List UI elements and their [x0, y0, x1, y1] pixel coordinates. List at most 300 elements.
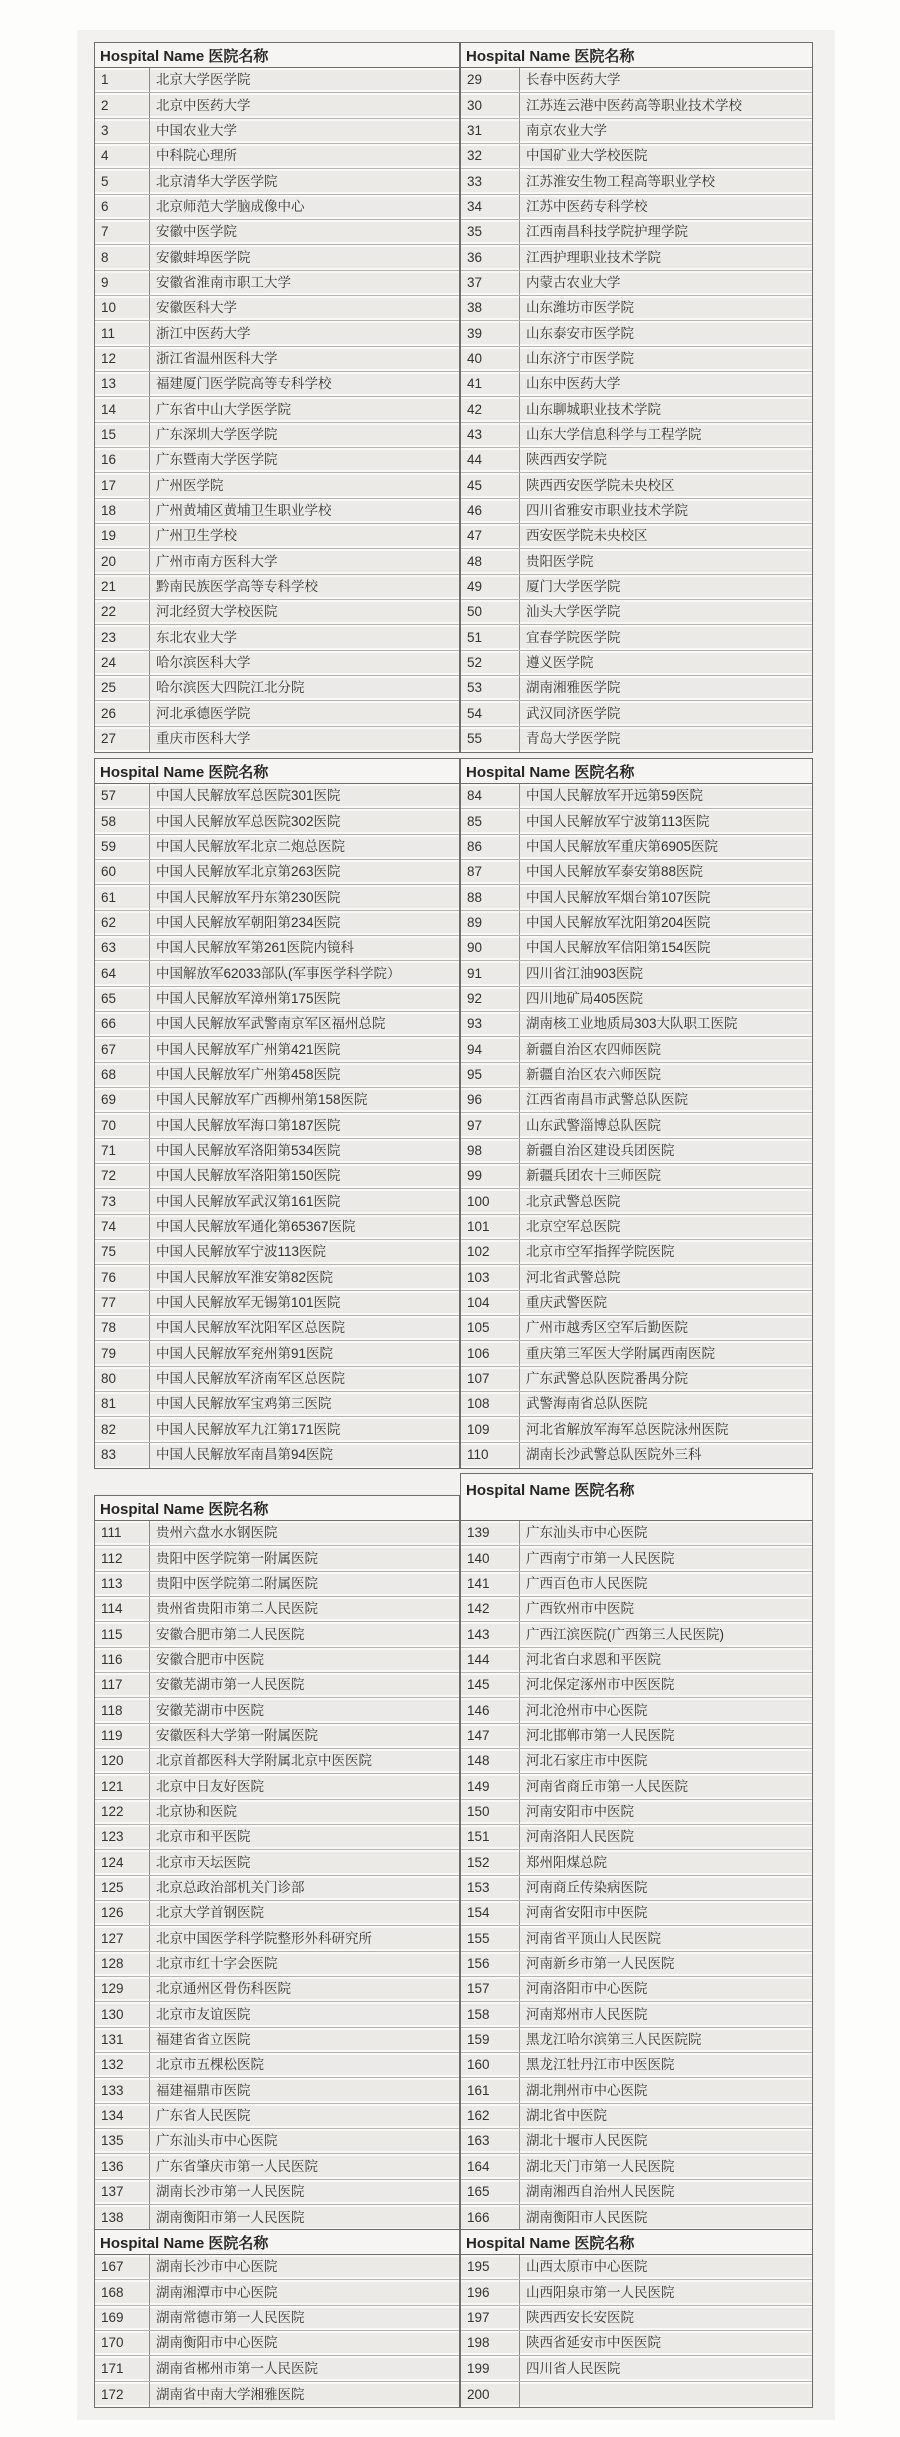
hospital-name: 中国人民解放军总医院302医院 — [149, 809, 459, 833]
table-row — [461, 1952, 812, 1977]
table-row — [461, 1724, 812, 1749]
table-row — [461, 2382, 812, 2407]
table-row — [95, 809, 459, 834]
hospital-name: 陕西西安医学院未央校区 — [519, 473, 812, 497]
row-number: 91 — [467, 965, 483, 981]
hospital-name: 北京通州区骨伤科医院 — [149, 1977, 459, 2001]
row-number: 72 — [101, 1168, 117, 1184]
hospital-name: 北京大学医学院 — [149, 68, 459, 92]
row-number: 65 — [101, 991, 117, 1007]
table-row — [461, 936, 812, 961]
table-row — [461, 195, 812, 220]
table-row — [461, 575, 812, 600]
table-row — [461, 169, 812, 194]
row-number: 117 — [101, 1677, 123, 1693]
table-row — [461, 860, 812, 885]
row-number: 131 — [101, 2031, 124, 2047]
hospital-name: 哈尔滨医大四院江北分院 — [149, 676, 459, 700]
table-row — [461, 784, 812, 809]
hospital-name: 山东泰安市医学院 — [519, 321, 812, 345]
hospital-name: 河南省安阳市中医院 — [519, 1901, 812, 1925]
table-row — [95, 1622, 459, 1647]
hospital-name: 重庆市医科大学 — [149, 727, 459, 752]
hospital-name: 中国人民解放军第261医院内镜科 — [149, 936, 459, 960]
row-number: 198 — [467, 2335, 490, 2351]
hospital-name: 北京市和平医院 — [149, 1825, 459, 1849]
hospital-name: 北京师范大学脑成像中心 — [149, 195, 459, 219]
row-number: 70 — [101, 1117, 117, 1133]
hospital-name: 湖南长沙市第一人民医院 — [149, 2180, 459, 2204]
table-row — [95, 1901, 459, 1926]
hospital-name: 哈尔滨医科大学 — [149, 651, 459, 675]
hospital-name: 安徽芜湖市第一人民医院 — [149, 1673, 459, 1697]
table-row — [95, 936, 459, 961]
hospital-name: 中国人民解放军广州第458医院 — [149, 1063, 459, 1087]
row-number: 48 — [467, 553, 483, 569]
table-row — [95, 1341, 459, 1366]
row-number: 163 — [467, 2133, 490, 2149]
hospital-name: 中国解放军62033部队(军事医学科学院） — [149, 961, 459, 985]
table-row — [461, 397, 812, 422]
table-row — [95, 372, 459, 397]
hospital-name: 中国人民解放军重庆第6905医院 — [519, 835, 812, 859]
row-number: 105 — [467, 1320, 490, 1336]
table-row — [95, 321, 459, 346]
table-row — [95, 2028, 459, 2053]
hospital-name: 中国人民解放军漳州第175医院 — [149, 987, 459, 1011]
hospital-name: 河北经贸大学校医院 — [149, 600, 459, 624]
hospital-name: 北京空军总医院 — [519, 1215, 812, 1239]
row-number: 26 — [101, 705, 117, 721]
row-number: 4 — [101, 148, 109, 164]
hospital-name: 北京市友谊医院 — [149, 2002, 459, 2026]
row-number: 33 — [467, 173, 483, 189]
table-row — [95, 2078, 459, 2103]
table-row — [95, 271, 459, 296]
table-row — [95, 2053, 459, 2078]
table-row — [95, 727, 459, 752]
row-number: 16 — [101, 452, 117, 468]
table-row — [461, 119, 812, 144]
hospital-name: 广西百色市人民医院 — [519, 1572, 812, 1596]
row-number: 113 — [101, 1576, 123, 1592]
row-number: 130 — [101, 2006, 124, 2022]
row-number: 24 — [101, 654, 117, 670]
row-number: 45 — [467, 477, 483, 493]
table-row — [95, 961, 459, 986]
row-number: 92 — [467, 991, 483, 1007]
row-number: 81 — [101, 1396, 117, 1412]
hospital-name: 广西江滨医院(广西第三人民医院) — [519, 1622, 812, 1646]
hospital-name: 广东暨南大学医学院 — [149, 448, 459, 472]
row-number: 89 — [467, 915, 483, 931]
row-number: 38 — [467, 300, 483, 316]
table-row — [95, 1164, 459, 1189]
hospital-name: 中国人民解放军广州第421医院 — [149, 1037, 459, 1061]
row-number: 32 — [467, 148, 483, 164]
table-row — [95, 144, 459, 169]
hospital-name: 湖南省郴州市第一人民医院 — [149, 2356, 459, 2380]
table-row — [461, 701, 812, 726]
table-row — [461, 1367, 812, 1392]
row-number: 124 — [101, 1854, 124, 1870]
hospital-name: 陕西省延安市中医医院 — [519, 2331, 812, 2355]
table-row — [95, 1926, 459, 1951]
table-row — [95, 2205, 459, 2230]
hospital-name: 安徽中医学院 — [149, 220, 459, 244]
table-row — [95, 2306, 459, 2331]
row-number: 195 — [467, 2259, 490, 2275]
table-row — [461, 423, 812, 448]
table-row — [95, 1063, 459, 1088]
table-header: Hospital Name 医院名称 — [461, 2230, 812, 2255]
row-number: 161 — [467, 2082, 490, 2098]
hospital-name: 湖南常德市第一人民医院 — [149, 2306, 459, 2330]
row-number: 157 — [467, 1981, 490, 1997]
hospital-name: 湖南湘雅医学院 — [519, 676, 812, 700]
hospital-name: 安徽医科大学 — [149, 296, 459, 320]
hospital-name: 中国矿业大学校医院 — [519, 144, 812, 168]
row-number: 2 — [101, 97, 109, 113]
hospital-name: 河北省解放军海军总医院泳州医院 — [519, 1417, 812, 1441]
hospital-name: 江西省南昌市武警总队医院 — [519, 1088, 812, 1112]
hospital-name: 中国农业大学 — [149, 119, 459, 143]
row-number: 121 — [101, 1778, 124, 1794]
row-number: 129 — [101, 1981, 124, 1997]
row-number: 31 — [467, 123, 483, 139]
table-row — [461, 676, 812, 701]
hospital-name: 重庆第三军医大学附属西南医院 — [519, 1341, 812, 1365]
row-number: 144 — [467, 1652, 490, 1668]
hospital-name: 中国人民解放军武警南京军区福州总院 — [149, 1012, 459, 1036]
table-row — [461, 245, 812, 270]
hospital-name: 武汉同济医学院 — [519, 701, 812, 725]
hospital-name: 广西钦州市中医院 — [519, 1597, 812, 1621]
hospital-name: 湖北荆州市中心医院 — [519, 2078, 812, 2102]
table-row — [461, 1316, 812, 1341]
table-row — [95, 701, 459, 726]
table-row — [461, 321, 812, 346]
row-number: 22 — [101, 604, 117, 620]
row-number: 19 — [101, 528, 117, 544]
hospital-name: 河北省白求恩和平医院 — [519, 1648, 812, 1672]
hospital-name: 北京总政治部机关门诊部 — [149, 1876, 459, 1900]
hospital-name: 中国人民解放军广西柳州第158医院 — [149, 1088, 459, 1112]
row-number: 40 — [467, 351, 483, 367]
hospital-name: 湖南长沙武警总队医院外三科 — [519, 1443, 812, 1468]
table-body — [461, 784, 812, 1468]
row-number: 134 — [101, 2107, 124, 2123]
row-number: 109 — [467, 1421, 490, 1437]
hospital-name: 湖南湘潭市中心医院 — [149, 2280, 459, 2304]
hospital-name: 河北承德医学院 — [149, 701, 459, 725]
table-row — [95, 245, 459, 270]
row-number: 107 — [467, 1370, 490, 1386]
row-number: 53 — [467, 680, 483, 696]
hospital-name: 山东武警淄博总队医院 — [519, 1113, 812, 1137]
row-number: 1 — [101, 72, 109, 88]
row-number: 110 — [467, 1447, 489, 1463]
table-row — [95, 1189, 459, 1214]
table-row — [95, 93, 459, 118]
hospital-table-section-3-left — [94, 1495, 460, 2231]
hospital-name: 中国人民解放军九江第171医院 — [149, 1417, 459, 1441]
row-number: 84 — [467, 788, 483, 804]
table-row — [461, 1265, 812, 1290]
hospital-name: 山东潍坊市医学院 — [519, 296, 812, 320]
table-row — [95, 220, 459, 245]
table-row — [95, 1291, 459, 1316]
hospital-name: 安徽芜湖市中医院 — [149, 1698, 459, 1722]
row-number: 62 — [101, 915, 117, 931]
row-number: 35 — [467, 224, 483, 240]
row-number: 15 — [101, 427, 117, 442]
row-number: 18 — [101, 502, 117, 518]
row-number: 126 — [101, 1905, 124, 1921]
table-row — [95, 1572, 459, 1597]
row-number: 147 — [467, 1728, 490, 1744]
row-number: 99 — [467, 1168, 483, 1184]
row-number: 94 — [467, 1041, 483, 1057]
row-number: 115 — [101, 1626, 123, 1642]
hospital-name: 中国人民解放军沈阳军区总医院 — [149, 1316, 459, 1340]
table-row — [461, 2356, 812, 2381]
table-row — [461, 1698, 812, 1723]
hospital-name: 北京大学首钢医院 — [149, 1901, 459, 1925]
row-number: 75 — [101, 1244, 117, 1260]
hospital-name: 中国人民解放军武汉第161医院 — [149, 1189, 459, 1213]
hospital-name: 中国人民解放军烟台第107医院 — [519, 885, 812, 909]
row-number: 77 — [101, 1294, 117, 1310]
row-number: 11 — [101, 325, 116, 341]
hospital-name: 广东汕头市中心医院 — [149, 2129, 459, 2153]
row-number: 66 — [101, 1016, 117, 1032]
table-row — [461, 2331, 812, 2356]
table-row — [461, 68, 812, 93]
row-number: 54 — [467, 705, 483, 721]
hospital-name: 广东省中山大学医学院 — [149, 397, 459, 421]
hospital-name: 长春中医药大学 — [519, 68, 812, 92]
table-row — [461, 372, 812, 397]
table-row — [95, 835, 459, 860]
hospital-name: 北京清华大学医学院 — [149, 169, 459, 193]
hospital-name: 北京市红十字会医院 — [149, 1952, 459, 1976]
hospital-name: 北京首都医科大学附属北京中医医院 — [149, 1749, 459, 1773]
hospital-name: 重庆武警医院 — [519, 1291, 812, 1315]
hospital-name: 广东武警总队医院番禺分院 — [519, 1367, 812, 1391]
table-header: Hospital Name 医院名称 — [95, 2230, 459, 2255]
table-row — [461, 1825, 812, 1850]
table-row — [461, 499, 812, 524]
hospital-name: 黑龙江哈尔滨第三人民医院院 — [519, 2028, 812, 2052]
hospital-name: 湖南湘西自治州人民医院 — [519, 2180, 812, 2204]
hospital-name: 贵阳医学院 — [519, 549, 812, 573]
table-row — [461, 651, 812, 676]
table-row — [461, 911, 812, 936]
table-row — [461, 1521, 812, 1546]
hospital-name: 汕头大学医学院 — [519, 600, 812, 624]
hospital-name: 江西南昌科技学院护理学院 — [519, 220, 812, 244]
table-row — [461, 1622, 812, 1647]
row-number: 142 — [467, 1601, 490, 1617]
table-row — [461, 2078, 812, 2103]
hospital-name: 江苏连云港中医药高等职业技术学校 — [519, 93, 812, 117]
hospital-name: 河南新乡市第一人民医院 — [519, 1952, 812, 1976]
row-number: 25 — [101, 680, 117, 696]
hospital-name: 广州黄埔区黄埔卫生职业学校 — [149, 499, 459, 523]
row-number: 136 — [101, 2158, 124, 2174]
row-number: 79 — [101, 1345, 117, 1361]
row-number: 88 — [467, 889, 483, 905]
row-number: 127 — [101, 1930, 124, 1946]
row-number: 37 — [467, 275, 483, 291]
hospital-table-section-1-right — [460, 42, 813, 753]
hospital-name: 四川省江油903医院 — [519, 961, 812, 985]
hospital-name: 安徽医科大学第一附属医院 — [149, 1724, 459, 1748]
hospital-name: 广州市南方医科大学 — [149, 549, 459, 573]
table-body — [95, 2255, 459, 2407]
table-row — [95, 296, 459, 321]
row-number: 164 — [467, 2158, 490, 2174]
hospital-name: 山东济宁市医学院 — [519, 347, 812, 371]
row-number: 73 — [101, 1193, 117, 1209]
hospital-name: 新疆兵团农十三师医院 — [519, 1164, 812, 1188]
hospital-name: 贵州省贵阳市第二人民医院 — [149, 1597, 459, 1621]
table-row — [461, 2306, 812, 2331]
table-header: Hospital Name 医院名称 — [95, 1496, 459, 1521]
hospital-name: 中国人民解放军北京二炮总医院 — [149, 835, 459, 859]
table-row — [461, 1876, 812, 1901]
hospital-name: 广东省人民医院 — [149, 2104, 459, 2128]
hospital-name: 北京武警总医院 — [519, 1189, 812, 1213]
table-row — [95, 2104, 459, 2129]
row-number: 162 — [467, 2107, 490, 2123]
hospital-name: 中国人民解放军通化第65367医院 — [149, 1215, 459, 1239]
table-row — [461, 1240, 812, 1265]
table-row — [95, 524, 459, 549]
table-row — [95, 448, 459, 473]
row-number: 153 — [467, 1880, 490, 1895]
row-number: 42 — [467, 401, 483, 417]
hospital-name: 广州市越秀区空军后勤医院 — [519, 1316, 812, 1340]
hospital-name: 中国人民解放军南昌第94医院 — [149, 1443, 459, 1468]
table-row — [461, 1749, 812, 1774]
hospital-name: 河南洛阳人民医院 — [519, 1825, 812, 1849]
table-row — [461, 961, 812, 986]
hospital-name: 浙江中医药大学 — [149, 321, 459, 345]
table-row — [461, 1037, 812, 1062]
row-number: 17 — [101, 477, 117, 493]
row-number: 114 — [101, 1601, 123, 1617]
hospital-name: 河南省平顶山人民医院 — [519, 1926, 812, 1950]
table-body — [461, 2255, 812, 2407]
hospital-name: 湖南衡阳市第一人民医院 — [149, 2205, 459, 2230]
table-row — [461, 1926, 812, 1951]
hospital-name: 中国人民解放军宝鸡第三医院 — [149, 1392, 459, 1416]
table-header: Hospital Name 医院名称 — [461, 759, 812, 784]
table-row — [95, 1316, 459, 1341]
row-number: 149 — [467, 1778, 490, 1794]
hospital-name: 安徽合肥市第二人民医院 — [149, 1622, 459, 1646]
hospital-name: 武警海南省总队医院 — [519, 1392, 812, 1416]
row-number: 98 — [467, 1143, 483, 1158]
row-number: 104 — [467, 1294, 490, 1310]
hospital-name: 中科院心理所 — [149, 144, 459, 168]
hospital-table-section-1-left — [94, 42, 460, 753]
hospital-name: 北京协和医院 — [149, 1800, 459, 1824]
hospital-name: 中国人民解放军兖州第91医院 — [149, 1341, 459, 1365]
hospital-name: 中国人民解放军信阳第154医院 — [519, 936, 812, 960]
hospital-name: 浙江省温州医科大学 — [149, 347, 459, 371]
row-number: 165 — [467, 2183, 490, 2199]
hospital-name: 新疆自治区农六师医院 — [519, 1063, 812, 1087]
table-row — [461, 835, 812, 860]
table-row — [461, 1189, 812, 1214]
row-number: 133 — [101, 2082, 124, 2098]
row-number: 139 — [467, 1525, 490, 1541]
table-row — [95, 1698, 459, 1723]
row-number: 122 — [101, 1804, 124, 1820]
hospital-name: 遵义医学院 — [519, 651, 812, 675]
hospital-name: 中国人民解放军无锡第101医院 — [149, 1291, 459, 1315]
row-number: 57 — [101, 788, 117, 804]
table-row — [95, 1648, 459, 1673]
hospital-name: 四川省人民医院 — [519, 2356, 812, 2380]
hospital-name: 湖南衡阳市人民医院 — [519, 2205, 812, 2230]
row-number: 93 — [467, 1016, 483, 1032]
row-number: 138 — [101, 2209, 124, 2225]
hospital-name: 四川省雅安市职业技术学院 — [519, 499, 812, 523]
table-row — [95, 625, 459, 650]
row-number: 29 — [467, 72, 483, 88]
table-row — [461, 1113, 812, 1138]
table-row — [95, 1367, 459, 1392]
table-row — [95, 2180, 459, 2205]
table-row — [461, 2205, 812, 2230]
row-number: 197 — [467, 2310, 490, 2326]
row-number: 55 — [467, 731, 483, 747]
table-row — [95, 397, 459, 422]
row-number: 41 — [467, 376, 483, 392]
row-number: 30 — [467, 97, 483, 113]
table-row — [461, 2129, 812, 2154]
row-number: 67 — [101, 1041, 117, 1057]
table-row — [461, 885, 812, 910]
row-number: 23 — [101, 629, 117, 645]
hospital-name: 中国人民解放军丹东第230医院 — [149, 885, 459, 909]
table-header: Hospital Name 医院名称 — [95, 43, 459, 68]
hospital-name: 湖南长沙市中心医院 — [149, 2255, 459, 2279]
table-row — [461, 2104, 812, 2129]
row-number: 10 — [101, 300, 117, 316]
table-row — [461, 1572, 812, 1597]
row-number: 108 — [467, 1396, 490, 1412]
table-body — [95, 68, 459, 752]
hospital-name: 河北省武警总院 — [519, 1265, 812, 1289]
hospital-name: 湖北十堰市人民医院 — [519, 2129, 812, 2153]
row-number: 141 — [467, 1576, 490, 1592]
row-number: 150 — [467, 1804, 490, 1820]
hospital-name: 安徽合肥市中医院 — [149, 1648, 459, 1672]
row-number: 137 — [101, 2183, 124, 2199]
row-number: 125 — [101, 1880, 124, 1895]
hospital-name: 北京市天坛医院 — [149, 1850, 459, 1874]
table-row — [95, 423, 459, 448]
hospital-table-section-4-right — [460, 2229, 813, 2408]
hospital-name: 中国人民解放军宁波113医院 — [149, 1240, 459, 1264]
row-number: 118 — [101, 1702, 123, 1718]
row-number: 116 — [101, 1652, 123, 1668]
